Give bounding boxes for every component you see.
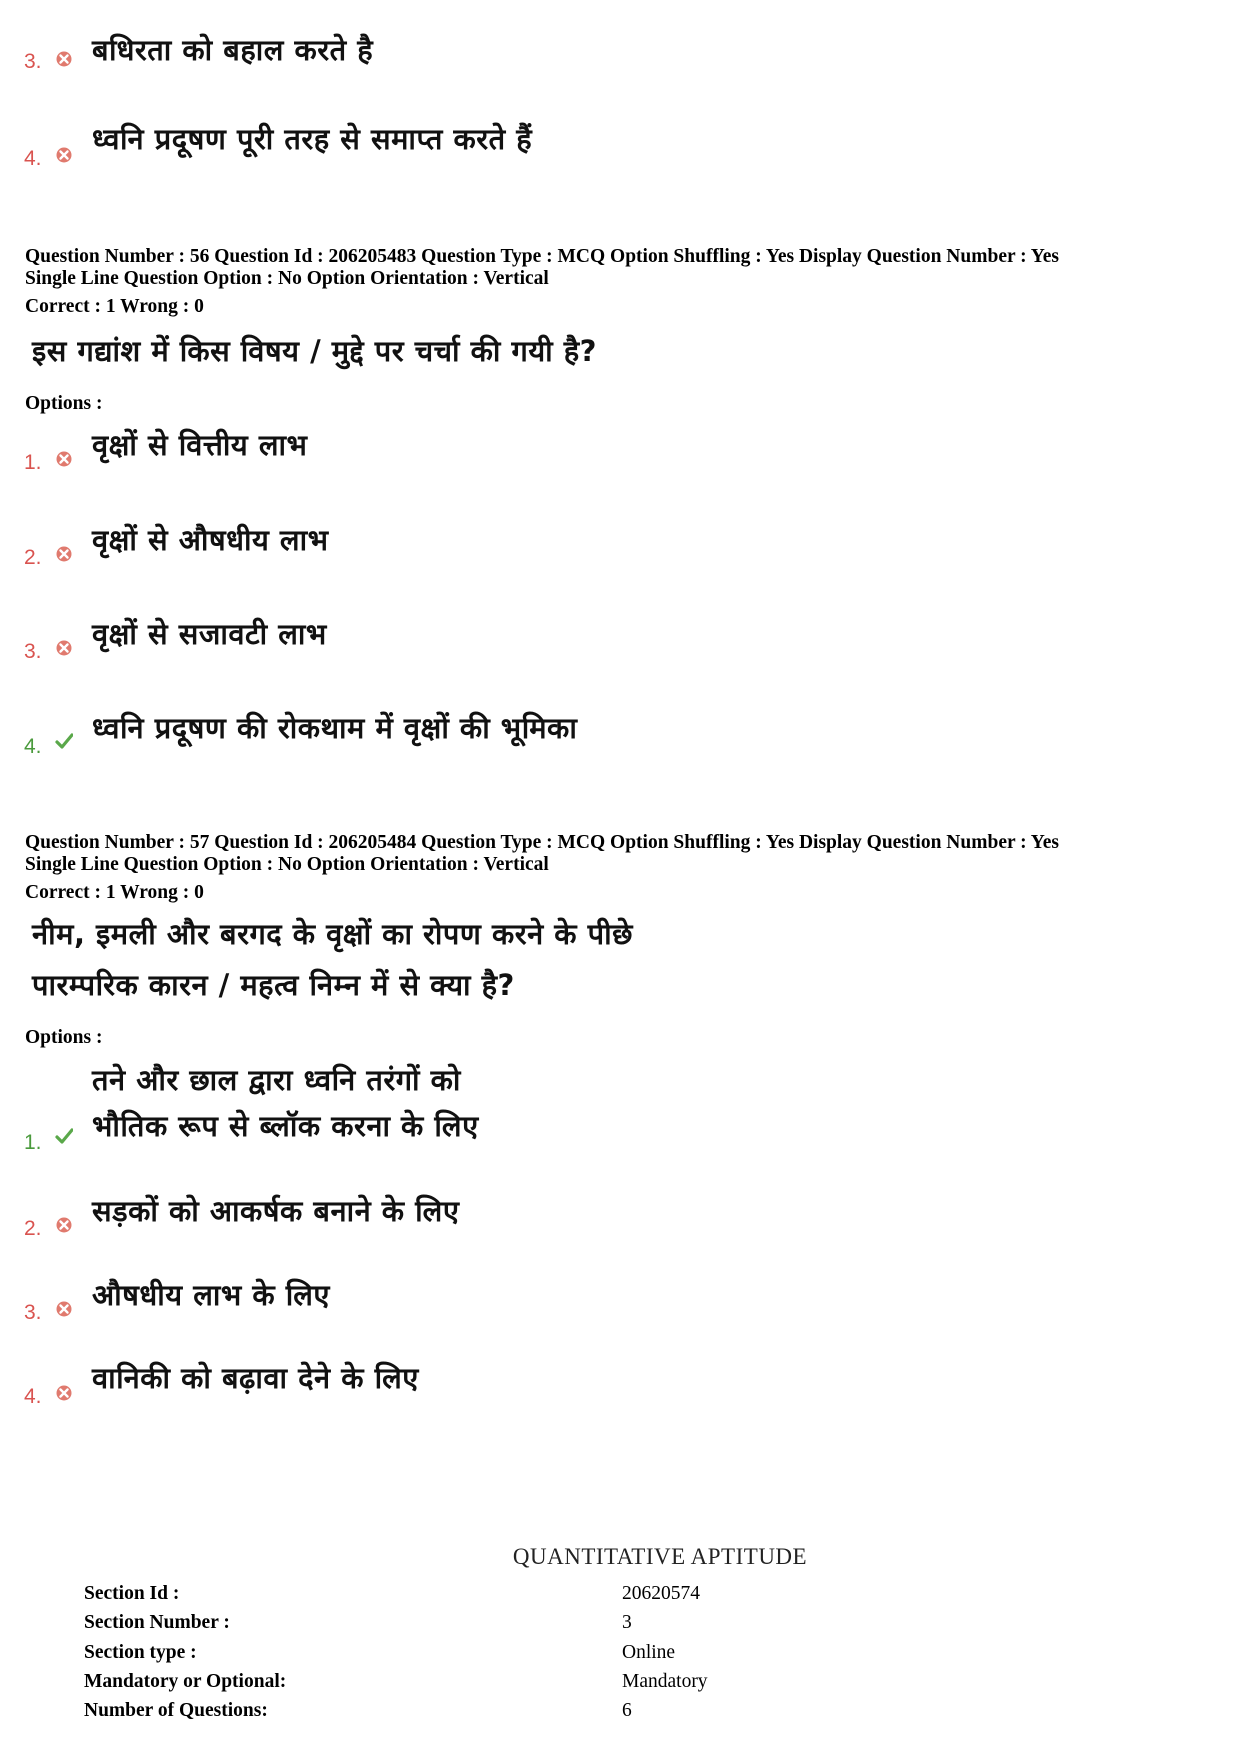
- option-text: वृक्षों से वित्तीय लाभ: [92, 428, 308, 462]
- option-number: 4.: [24, 735, 42, 758]
- option-text: औषधीय लाभ के लिए: [92, 1278, 330, 1312]
- options-label: Options :: [25, 393, 103, 414]
- option-text: तने और छाल द्वारा ध्वनि तरंगों को: [92, 1063, 461, 1097]
- section-field-label: Section type :: [84, 1642, 197, 1663]
- wrong-cross-icon: [55, 1384, 73, 1402]
- option-number: 3.: [24, 50, 42, 73]
- wrong-cross-icon: [55, 639, 73, 657]
- option-text: बधिरता को बहाल करते है: [92, 33, 374, 67]
- section-title: QUANTITATIVE APTITUDE: [512, 1544, 808, 1569]
- section-field-value: Online: [622, 1642, 676, 1663]
- question-meta-line: Single Line Question Option : No Option Orientation : Vertical: [25, 268, 549, 289]
- section-field-value: 20620574: [622, 1583, 700, 1604]
- option-number: 4.: [24, 147, 42, 170]
- option-number: 2.: [24, 546, 42, 569]
- question-text: नीम, इमली और बरगद के वृक्षों का रोपण करने के पीछे: [32, 917, 633, 951]
- option-text: वानिकी को बढ़ावा देने के लिए: [92, 1361, 419, 1395]
- option-text: ध्वनि प्रदूषण पूरी तरह से समाप्त करते हैं: [92, 122, 533, 156]
- section-field-value: Mandatory: [622, 1671, 708, 1692]
- option-text: ध्वनि प्रदूषण की रोकथाम में वृक्षों की भूमिका: [92, 711, 578, 745]
- options-label: Options :: [25, 1027, 103, 1048]
- section-field-label: Number of Questions:: [84, 1700, 268, 1721]
- option-text: सड़कों को आकर्षक बनाने के लिए: [92, 1194, 460, 1228]
- section-field-label: Mandatory or Optional:: [84, 1671, 287, 1692]
- option-number: 1.: [24, 451, 42, 474]
- wrong-cross-icon: [55, 146, 73, 164]
- correct-check-icon: [55, 732, 73, 750]
- option-text: वृक्षों से सजावटी लाभ: [92, 617, 327, 651]
- section-field-value: 6: [622, 1700, 632, 1721]
- question-marks: Correct : 1 Wrong : 0: [25, 882, 204, 903]
- wrong-cross-icon: [55, 1216, 73, 1234]
- option-number: 4.: [24, 1385, 42, 1408]
- question-text: इस गद्यांश में किस विषय / मुद्दे पर चर्चा की गयी है?: [32, 334, 597, 368]
- option-text: वृक्षों से औषधीय लाभ: [92, 523, 329, 557]
- question-meta-line: Question Number : 57 Question Id : 206205484 Question Type : MCQ Option Shuffling : Yes Display Question Number : Yes: [25, 832, 1059, 853]
- option-number: 3.: [24, 640, 42, 663]
- wrong-cross-icon: [55, 1300, 73, 1318]
- option-number: 1.: [24, 1131, 42, 1154]
- section-field-value: 3: [622, 1612, 632, 1633]
- question-meta-line: Single Line Question Option : No Option Orientation : Vertical: [25, 854, 549, 875]
- wrong-cross-icon: [55, 50, 73, 68]
- option-number: 2.: [24, 1217, 42, 1240]
- correct-check-icon: [55, 1127, 73, 1145]
- option-number: 3.: [24, 1301, 42, 1324]
- option-text: भौतिक रूप से ब्लॉक करना के लिए: [92, 1109, 479, 1143]
- question-meta-line: Question Number : 56 Question Id : 206205483 Question Type : MCQ Option Shuffling : Yes Display Question Number : Yes: [25, 246, 1059, 267]
- wrong-cross-icon: [55, 545, 73, 563]
- section-field-label: Section Id :: [84, 1583, 180, 1604]
- wrong-cross-icon: [55, 450, 73, 468]
- question-text: पारम्परिक कारन / महत्व निम्न में से क्या है?: [32, 968, 515, 1002]
- question-marks: Correct : 1 Wrong : 0: [25, 296, 204, 317]
- section-field-label: Section Number :: [84, 1612, 230, 1633]
